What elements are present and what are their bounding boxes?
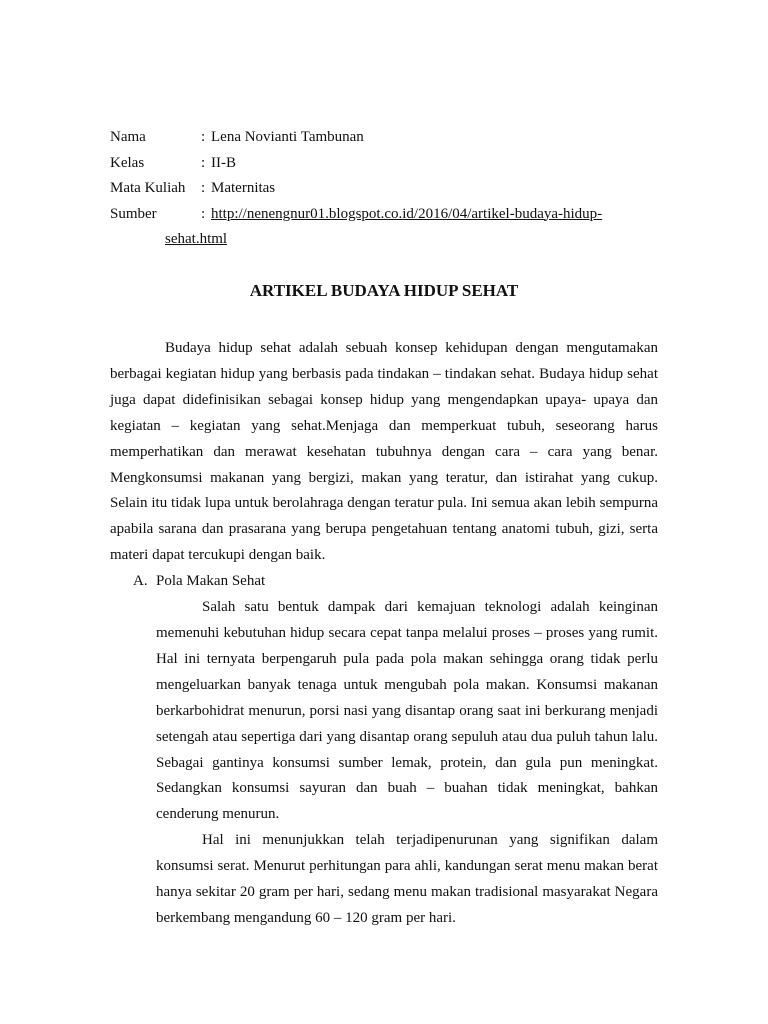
- sumber-separator: :: [201, 205, 206, 222]
- matakuliah-row: [110, 178, 670, 204]
- kelas-separator: :: [201, 154, 206, 171]
- nama-separator: :: [201, 129, 206, 145]
- section-a-heading: [133, 569, 658, 595]
- sumber-link-continuation: [110, 229, 670, 254]
- kelas-row: [110, 153, 670, 179]
- section-a-paragraph-1: Salah satu bentuk dampak dari kemajuan teknologi adalah keinginan memenuhi kebutuhan hidup secara cepat tanpa melalui proses – proses yang rumit. Hal ini ternyata berpengaruh pula pada pola makan sehingga orang tidak perlu mengeluarkan banyak tenaga untuk mengubah pola makan. Konsumsi makanan berkarbohidrat menurun, porsi nasi yang disantap orang saat ini berkurang menjadi setengah atau sepertiga dari yang disantap orang sepuluh atau dua puluh tahun lalu. Sebagai gantinya konsumsi sumber lemak, protein, dan gula pun meningkat. Sedangkan konsumsi sayuran dan buah – buahan tidak meningkat, bahkan cenderung menurun.: [156, 599, 658, 823]
- nama-label: Nama: [110, 129, 146, 145]
- article-title: ARTIKEL BUDAYA HIDUP SEHAT: [249, 281, 519, 300]
- section-a-marker: A.: [133, 573, 148, 590]
- nama-value: Lena Novianti Tambunan: [211, 129, 364, 145]
- nama-row: [110, 127, 670, 153]
- matakuliah-value: Maternitas: [211, 180, 276, 196]
- sumber-link[interactable]: http://nenengnur01.blogspot.co.id/2016/04/artikel-budaya-hidup-: [211, 205, 603, 222]
- sumber-link-line2[interactable]: sehat.html: [165, 231, 228, 247]
- sumber-row: [110, 204, 670, 230]
- kelas-label: Kelas: [110, 154, 145, 171]
- section-a-paragraph-2: Hal ini menunjukkan telah terjadipenurunan yang signifikan dalam konsumsi serat. Menurut perhitungan para ahli, kandungan serat menu makan berat hanya sekitar 20 gram per hari, sedang menu makan tradisional masyarakat Negara berkembang mengandung 60 – 120 gram per hari.: [156, 832, 658, 926]
- section-a-body: [156, 595, 658, 932]
- sumber-label: Sumber: [110, 205, 157, 222]
- matakuliah-separator: :: [201, 180, 206, 196]
- kelas-value: II-B: [211, 154, 236, 171]
- intro-paragraph: Budaya hidup sehat adalah sebuah konsep kehidupan dengan mengutamakan berbagai kegiatan hidup yang berbasis pada tindakan – tindakan sehat. Budaya hidup sehat juga dapat didefinisikan sebagai konsep hidup yang mengendapkan upaya- upaya dan kegiatan – kegiatan yang sehat.Menjaga dan memperkuat tubuh, seseorang harus memperhatikan dan merawat kesehatan tubuhnya dengan cara – cara yang benar. Mengkonsumsi makanan yang bergizi, makan yang teratur, dan istirahat yang cukup. Selain itu tidak lupa untuk berolahraga dengan teratur pula. Ini semua akan lebih sempurna apabila sarana dan prasarana yang berupa pengetahuan tentang anatomi tubuh, gizi, serta materi dapat tercukupi dengan baik.: [110, 340, 658, 564]
- article-body: [110, 336, 658, 932]
- section-a-title: Pola Makan Sehat: [156, 573, 266, 590]
- identity-block: [110, 127, 670, 254]
- matakuliah-label: Mata Kuliah: [110, 180, 186, 196]
